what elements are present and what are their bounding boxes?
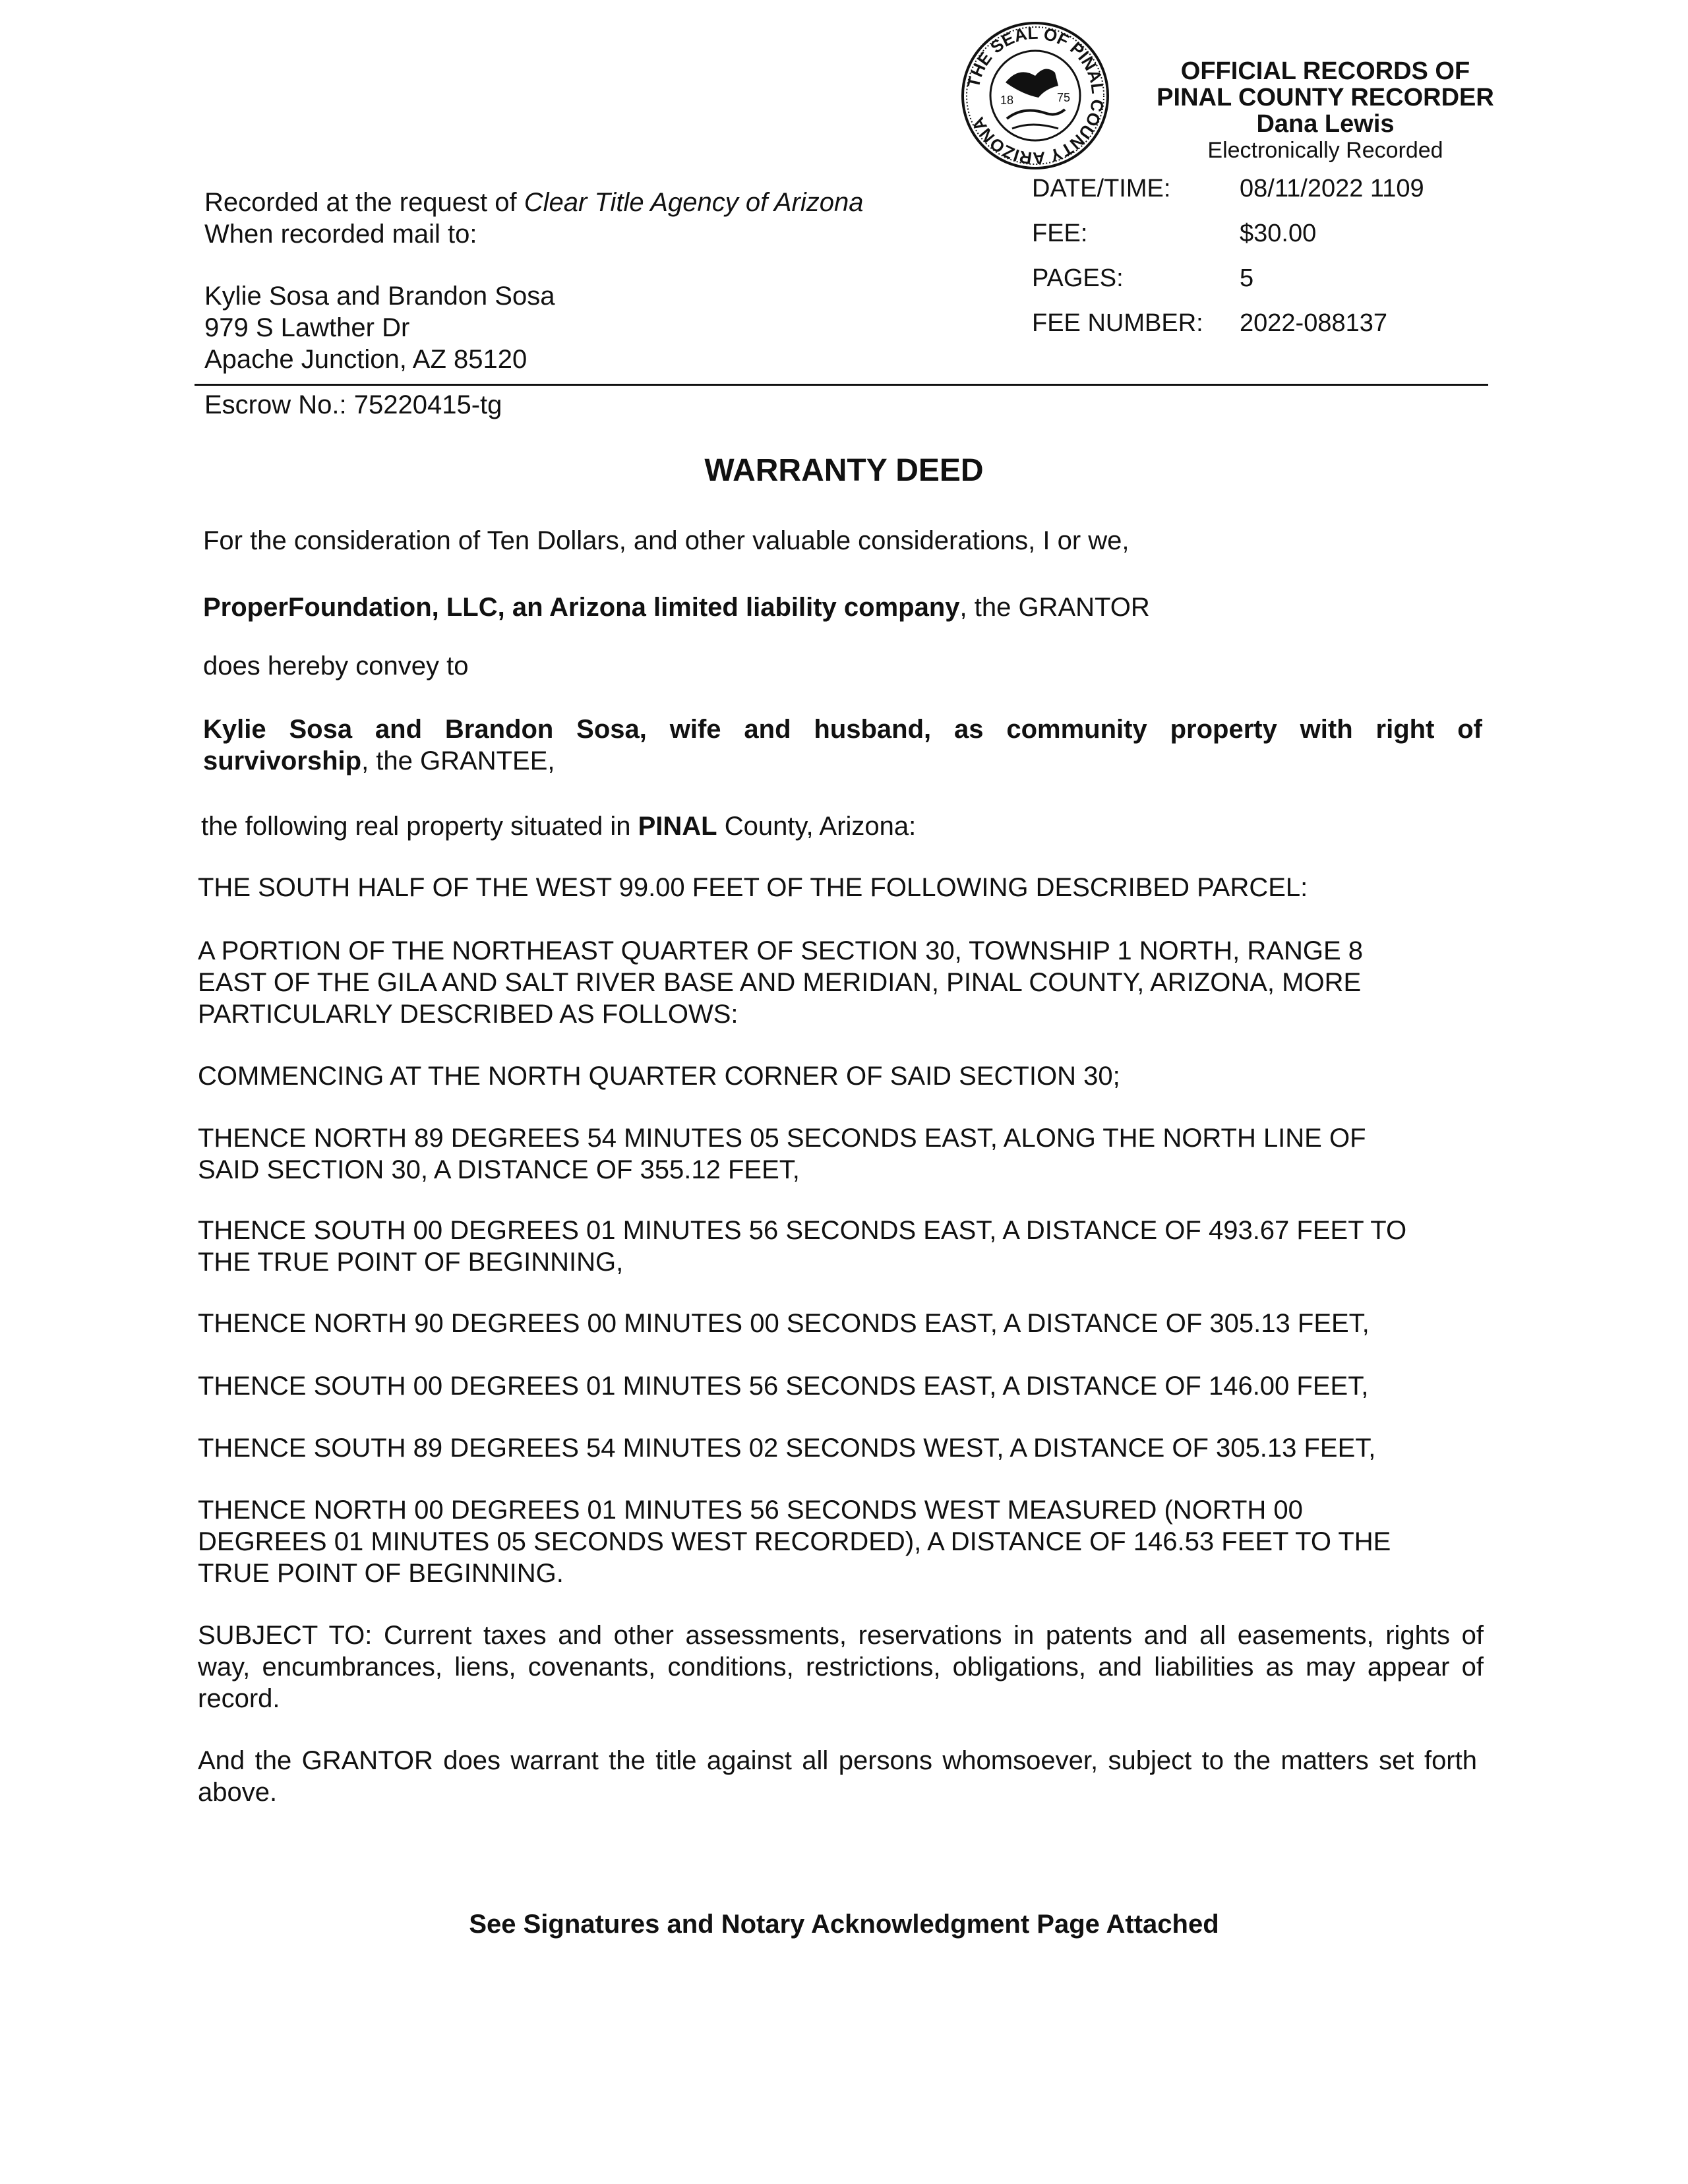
recording-method: Electronically Recorded: [1207, 138, 1443, 163]
pages-value: 5: [1240, 264, 1254, 292]
warrant-line: And the GRANTOR does warrant the title against all persons whomsoever, subject to the matters set forth: [198, 1746, 1477, 1775]
seal-ring-text: THE SEAL OF PINAL COUNTY ARIZONA: [963, 22, 1108, 169]
recorder-line2: PINAL COUNTY RECORDER: [1157, 84, 1494, 111]
legal-line: THE TRUE POINT OF BEGINNING,: [198, 1248, 624, 1277]
property-prefix: the following real property situated in: [201, 812, 638, 841]
request-agency: Clear Title Agency of Arizona: [524, 188, 864, 217]
signature-note: See Signatures and Notary Acknowledgment Page Attached: [469, 1910, 1219, 1939]
county-seal: [959, 20, 1111, 171]
pages-label: PAGES:: [1032, 264, 1124, 292]
grantee-suffix: , the GRANTEE,: [361, 746, 555, 775]
legal-line: DEGREES 01 MINUTES 05 SECONDS WEST RECORDED), A DISTANCE OF 146.53 FEET TO THE: [198, 1527, 1391, 1556]
subject-line: record.: [198, 1684, 280, 1713]
subject-to-para: [198, 1620, 1484, 1714]
legal-para-8: [198, 1432, 1490, 1464]
legal-para-5: [198, 1215, 1490, 1278]
legal-line: THENCE SOUTH 00 DEGREES 01 MINUTES 56 SECONDS EAST, A DISTANCE OF 146.00 FEET,: [198, 1372, 1369, 1401]
legal-line: COMMENCING AT THE NORTH QUARTER CORNER OF SAID SECTION 30;: [198, 1062, 1120, 1091]
legal-line: A PORTION OF THE NORTHEAST QUARTER OF SECTION 30, TOWNSHIP 1 NORTH, RANGE 8: [198, 936, 1364, 965]
legal-line: THE SOUTH HALF OF THE WEST 99.00 FEET OF THE FOLLOWING DESCRIBED PARCEL:: [198, 873, 1308, 902]
fee-number-label: FEE NUMBER:: [1032, 309, 1203, 337]
legal-line: THENCE SOUTH 89 DEGREES 54 MINUTES 02 SECONDS WEST, A DISTANCE OF 305.13 FEET,: [198, 1434, 1376, 1463]
legal-line: THENCE NORTH 00 DEGREES 01 MINUTES 56 SECONDS WEST MEASURED (NORTH 00: [198, 1496, 1303, 1525]
seal-year-right: 75: [1057, 91, 1071, 104]
mail-city: Apache Junction, AZ 85120: [204, 345, 528, 374]
subject-line: SUBJECT TO: Current taxes and other assessments, reservations in patents and all easements, rights of: [198, 1621, 1484, 1650]
fee-value: $30.00: [1240, 220, 1317, 247]
datetime-label: DATE/TIME:: [1032, 175, 1171, 202]
legal-line: SAID SECTION 30, A DISTANCE OF 355.12 FEET,: [198, 1155, 800, 1184]
seal-year-left: 18: [1000, 94, 1014, 107]
property-suffix: County, Arizona:: [717, 812, 917, 841]
legal-line: THENCE NORTH 89 DEGREES 54 MINUTES 05 SECONDS EAST, ALONG THE NORTH LINE OF: [198, 1124, 1366, 1153]
legal-para-7: [198, 1370, 1490, 1402]
legal-para-9: [198, 1494, 1490, 1589]
grantor-line: [203, 592, 1495, 623]
warrant-line: above.: [198, 1778, 278, 1807]
document-title: WARRANTY DEED: [704, 453, 984, 488]
mail-street: 979 S Lawther Dr: [204, 313, 410, 342]
grantee-line1: Kylie Sosa and Brandon Sosa, wife and husband, as community property with right of: [203, 715, 1482, 744]
grantor-suffix: , the GRANTOR: [959, 593, 1150, 622]
legal-line: THENCE SOUTH 00 DEGREES 01 MINUTES 56 SECONDS EAST, A DISTANCE OF 493.67 FEET TO: [198, 1216, 1407, 1245]
mail-to-label: When recorded mail to:: [204, 220, 477, 249]
recorder-header: [1134, 58, 1517, 164]
recorded-request: [204, 187, 863, 218]
legal-para-4: [198, 1122, 1490, 1186]
recorder-line1: OFFICIAL RECORDS OF: [1180, 57, 1470, 85]
consideration-text: For the consideration of Ten Dollars, and other valuable considerations, I or we,: [203, 526, 1130, 555]
property-line: [201, 810, 1493, 842]
legal-para-6: [198, 1308, 1490, 1339]
header-divider: [195, 384, 1488, 386]
escrow-number: Escrow No.: 75220415-tg: [204, 390, 502, 419]
fee-label: FEE:: [1032, 220, 1088, 247]
grantee-block: [203, 713, 1482, 777]
recorder-name: Dana Lewis: [1256, 110, 1395, 138]
legal-para-2: [198, 935, 1490, 1030]
mail-name: Kylie Sosa and Brandon Sosa: [204, 282, 555, 311]
legal-line: TRUE POINT OF BEGINNING.: [198, 1559, 564, 1588]
request-prefix: Recorded at the request of: [204, 188, 524, 217]
property-county: PINAL: [638, 812, 717, 841]
grantor-name: ProperFoundation, LLC, an Arizona limited liability company: [203, 593, 960, 622]
legal-line: THENCE NORTH 90 DEGREES 00 MINUTES 00 SECONDS EAST, A DISTANCE OF 305.13 FEET,: [198, 1309, 1370, 1338]
legal-line: PARTICULARLY DESCRIBED AS FOLLOWS:: [198, 1000, 738, 1029]
fee-number-value: 2022-088137: [1240, 309, 1387, 337]
legal-para-3: [198, 1060, 1490, 1092]
legal-line: EAST OF THE GILA AND SALT RIVER BASE AND MERIDIAN, PINAL COUNTY, ARIZONA, MORE: [198, 968, 1362, 997]
datetime-value: 08/11/2022 1109: [1240, 175, 1424, 202]
grantee-line2: survivorship: [203, 746, 362, 775]
convey-text: does hereby convey to: [203, 652, 469, 681]
legal-para-1: [198, 872, 1490, 903]
warrant-para: [198, 1745, 1477, 1808]
subject-line: way, encumbrances, liens, covenants, conditions, restrictions, obligations, and liabilities as may appear of: [198, 1653, 1484, 1682]
